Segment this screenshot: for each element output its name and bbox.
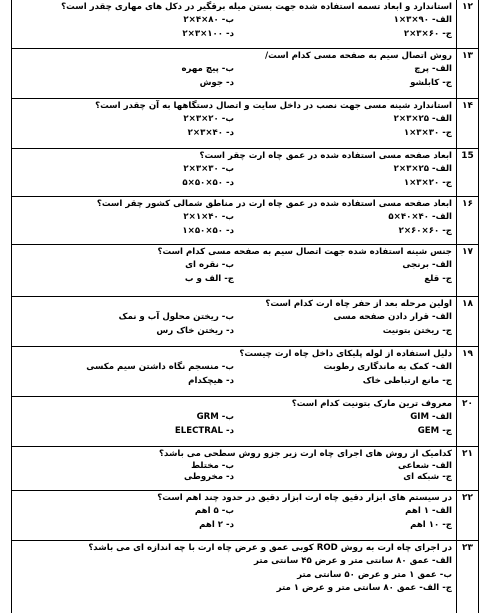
exam-sheet [11,0,479,613]
option-jim: ج- ۲۰×۳×۱ [403,177,452,188]
option-alef: الف- پرچ [414,64,452,74]
question-number: ۲۲ [456,491,478,540]
question-row-18 [12,297,478,347]
question-number: ۲۳ [456,541,478,613]
option-alef: الف- GIM [410,412,452,422]
question-text: اولین مرحله بعد از حفر چاه ارت کدام است؟ [265,299,452,309]
question-row-16 [12,197,478,245]
option-jim: ج- شبکه ای [403,472,452,482]
question-number: ۱۴ [456,99,478,148]
option-be: ب- مختلط [191,461,234,471]
option-alef: الف- ۴۰×۴۰×۵ [388,212,452,222]
option-jim: ج- الف- عمق ۸۰ سانتی متر و عرض ۱ متر [276,583,452,593]
option-be: ب- عمق ۱ متر و عرض ۵۰ سانتی متر [297,569,452,580]
question-text: ابعاد صفحه مسی استفاده شده در عمق چاه ارت چقر است؟ [199,151,452,161]
option-dal: د- ریختن خاک رس [156,325,234,336]
option-be: ب- پیچ مهره [181,64,234,74]
question-number: ۱۹ [456,347,478,396]
option-jim: ج- ۱۰ اهم [410,519,452,530]
option-jim: ج- کابلشو [410,77,452,88]
option-alef: الف- ۲۵×۳×۲ [393,164,452,174]
option-alef: الف- کمک به ماندگاری رطوبت [323,362,452,372]
option-jim: ج- ۶۰×۳×۲ [403,28,452,39]
option-dal: د- جوش [199,77,234,88]
question-text: دلیل استفاده از لوله پلیکای داخل چاه ارت چیست؟ [239,349,452,359]
option-jim: ج- مانع ارتباطی خاک [362,375,452,386]
question-text: در اجرای چاه ارت به روش ROD کوبی عمق و عرض چاه ارت با چه اندازه ای می باشد؟ [88,543,452,553]
option-dal: د- مخروطی [184,472,234,482]
option-dal: ج- الف و ب [184,273,234,284]
question-text: استاندارد شینه مسی جهت نصب در داخل سایت و اتصال دستگاهها به آن چقدر است؟ [95,101,452,111]
option-alef: الف- برنجی [402,260,452,270]
option-be: ب- GRM [196,412,234,422]
question-text: در سیستم های ابزار دقیق چاه ارت ابزار دقیق در حدود چند اهم است؟ [157,493,452,503]
question-row-20 [12,397,478,447]
question-number: ۱۸ [456,297,478,346]
question-row-12 [12,0,478,49]
question-number: ۱۷ [456,245,478,296]
question-row-22 [12,491,478,541]
option-be: ب- نقره ای [185,260,234,270]
question-text: کدامیک از روش های اجرای چاه ارت زیر جزو روش سطحی می باشد؟ [159,449,452,459]
question-text: جنس شینه استفاده شده جهت اتصال سیم به صفحه مسی کدام است؟ [157,247,452,257]
option-jim: ج- ۶۰×۶۰×۲ [398,225,452,236]
option-be: ب- ریختن محلول آب و نمک [118,312,234,322]
option-alef: الف- ۱ اهم [405,506,452,516]
option-be: ب- ۵ اهم [194,506,234,516]
option-alef: الف- قرار دادن صفحه مسی [333,312,452,322]
option-be: ب- ۸۰×۴×۲ [183,15,234,25]
question-text: استاندارد و ابعاد تسمه استفاده شده جهت بستن میله برقگیر در دکل های مهاری چقدر است؟ [61,2,452,12]
option-dal: د- هیچکدام [188,375,234,386]
question-number: 15 [456,149,478,196]
option-alef: الف- شعاعی [397,461,452,471]
question-text: معروف ترین مارک بتونیت کدام است؟ [291,399,452,409]
question-text: ابعاد صفحه مسی استفاده شده در عمق چاه ارت در مناطق شمالی کشور چقر است؟ [96,199,452,209]
option-jim: ج- ۳۰×۳×۱ [403,127,452,138]
question-row-13 [12,49,478,99]
question-number: ۱۲ [456,0,478,48]
option-be: ب- ۳۰×۳×۲ [183,164,234,174]
question-number: ۱۳ [456,49,478,98]
option-alef: الف- عمق ۸۰ سانتی متر و عرض ۴۵ سانتی متر [254,556,452,566]
question-row-17 [12,245,478,297]
option-be: ب- منسجم نگاه داشتن سیم مکسی [86,362,234,372]
option-jim: ج- ریختن بتونیت [382,325,452,336]
question-row-21 [12,447,478,491]
option-alef: الف- ۲۵×۳×۲ [393,114,452,124]
option-be: ب- ۲۰×۳×۲ [183,114,234,124]
question-row-14 [12,99,478,149]
option-dal: د- ۵۰×۵۰×۵ [182,177,234,188]
question-text: روش اتصال سیم به صفحه مسی کدام است/ [264,51,452,61]
option-be: ب- ۴۰×۱×۲ [183,212,234,222]
question-number: ۲۱ [456,447,478,490]
option-dal: د- ELECTRAL [174,425,234,436]
option-alef: الف- ۹۰×۳×۱ [393,15,452,25]
question-number: ۱۶ [456,197,478,244]
option-jim: ج- قلع [424,273,452,284]
option-dal: د- ۱۰۰×۳×۲ [182,28,234,39]
question-row-23 [12,541,478,613]
option-dal: د- ۲ اهم [199,519,234,530]
option-jim: ج- GEM [417,425,452,436]
option-dal: د- ۵۰×۵۰×۱ [182,225,234,236]
question-number: ۲۰ [456,397,478,446]
question-row-19 [12,347,478,397]
question-row-15 [12,149,478,197]
option-dal: د- ۴۰×۳×۲ [187,127,234,138]
